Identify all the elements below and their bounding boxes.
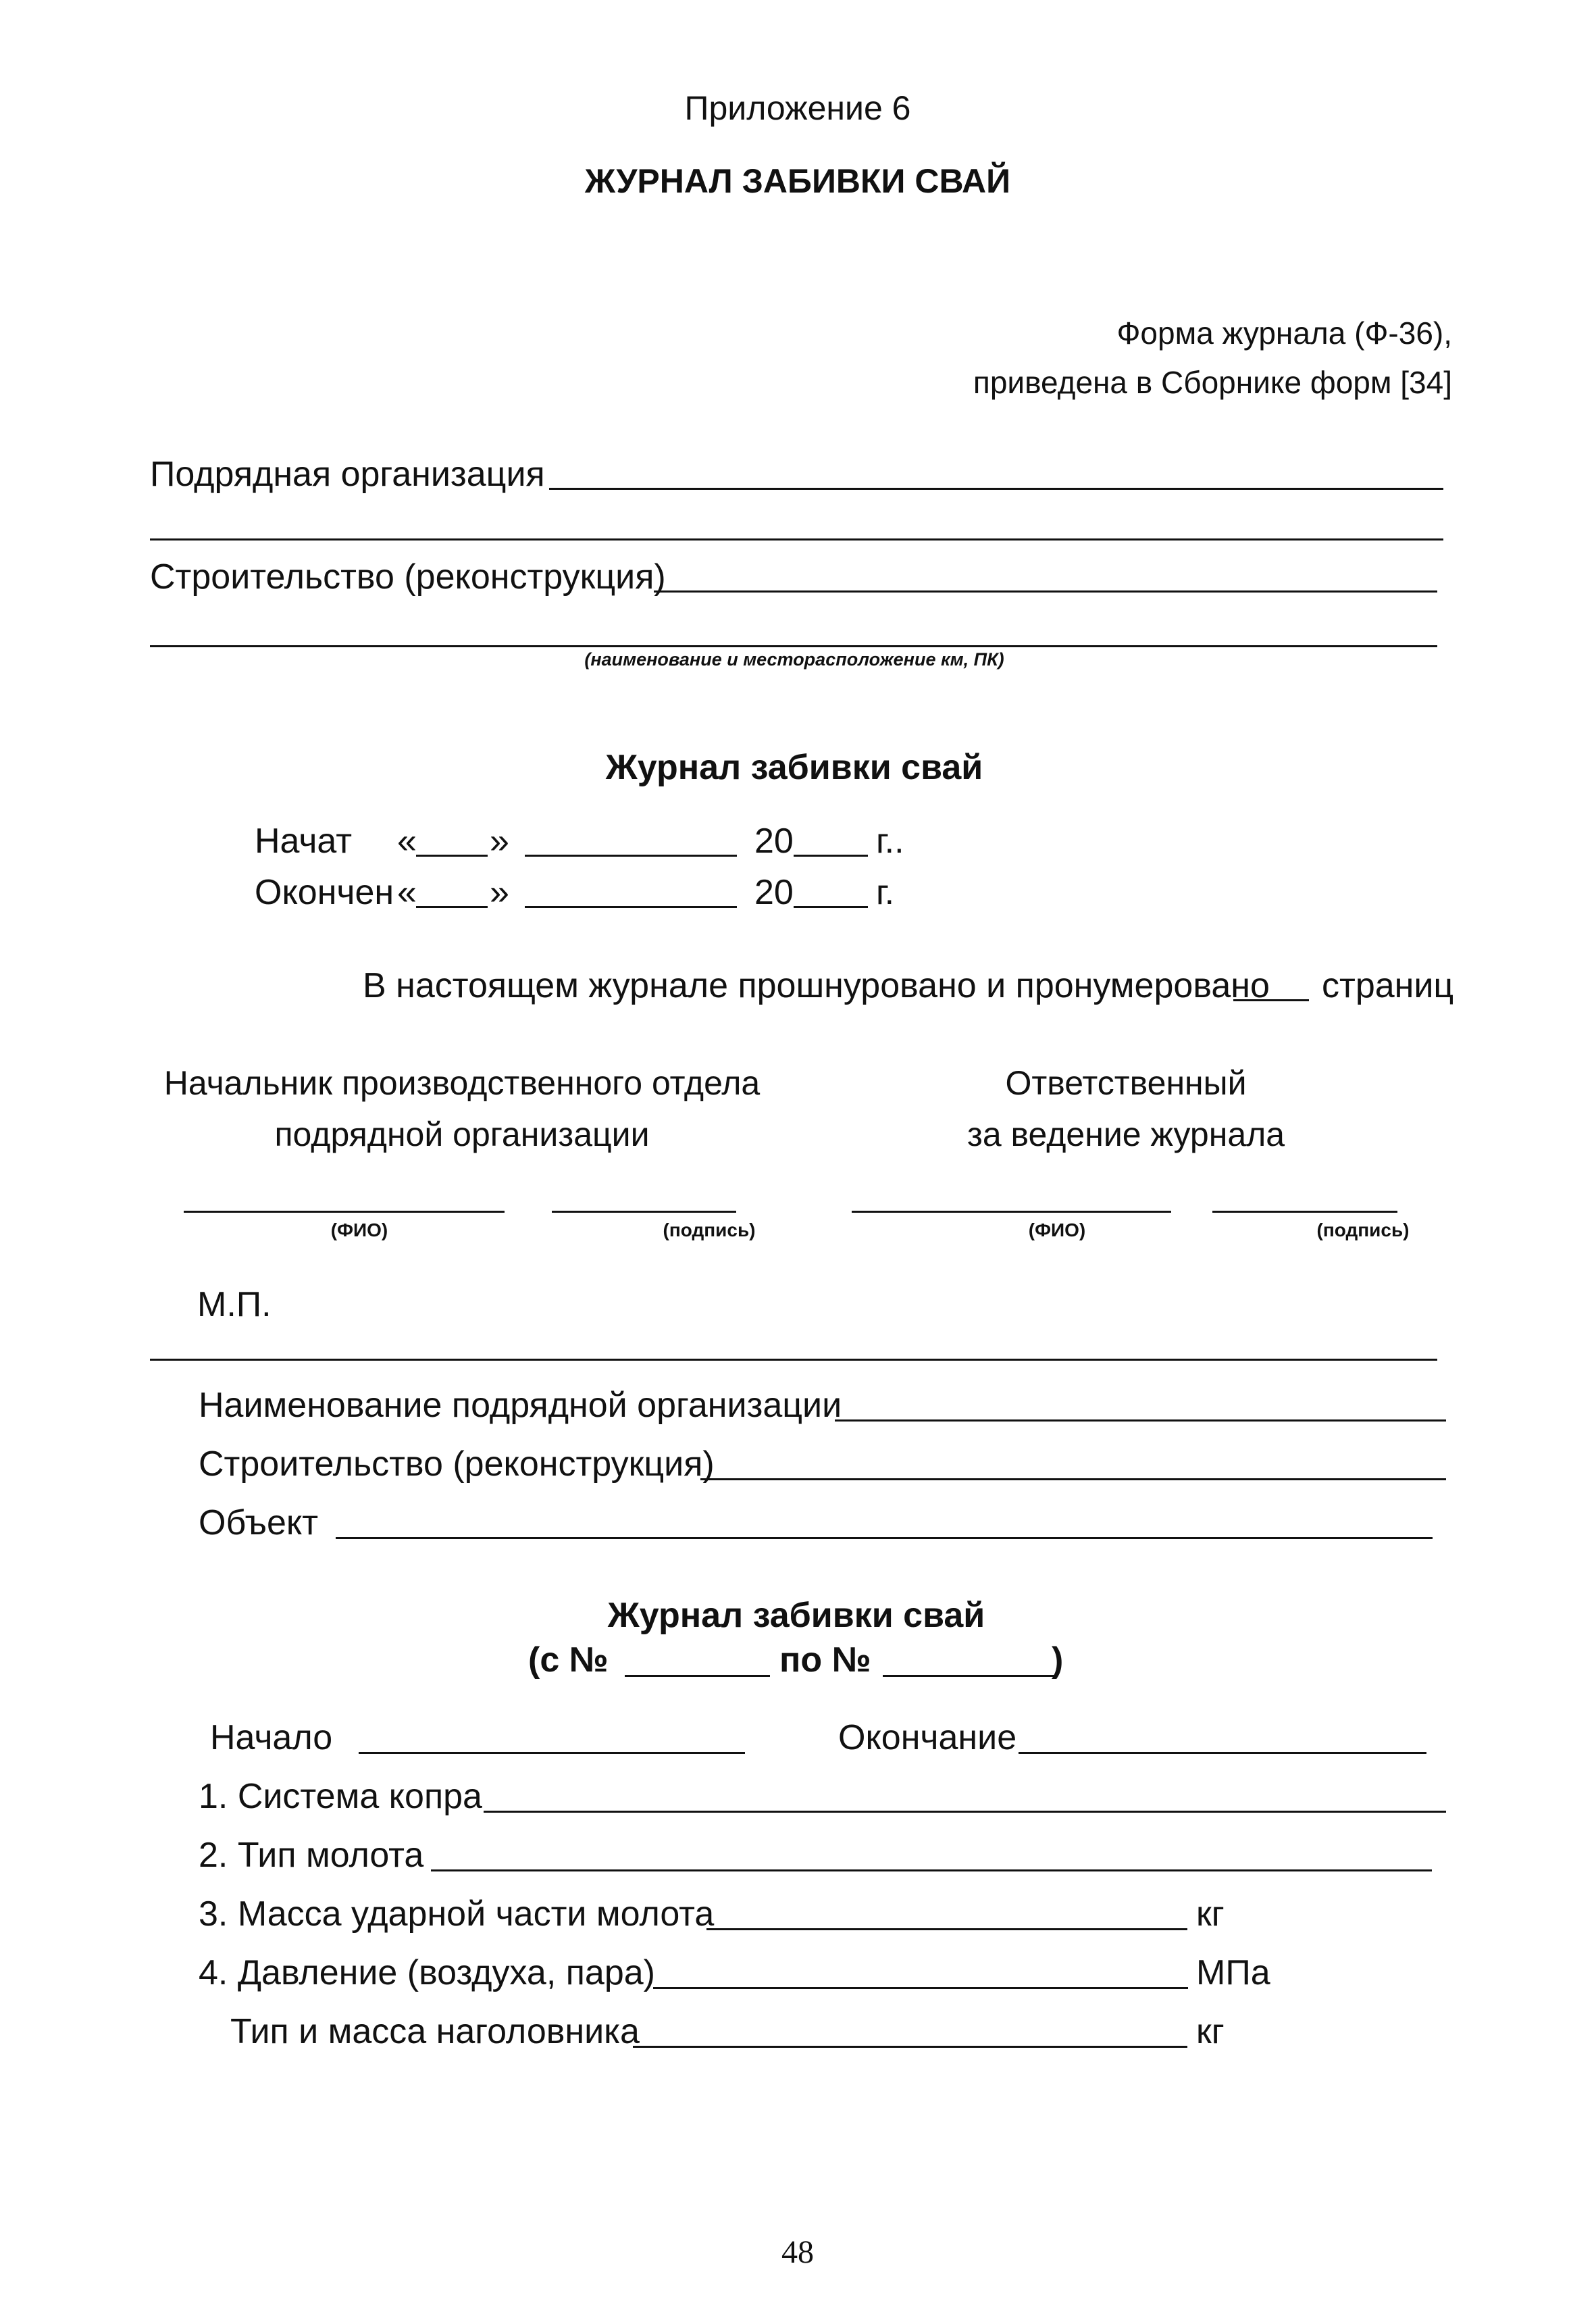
started-label: Начат xyxy=(255,822,353,861)
work-item-4-line[interactable] xyxy=(653,1987,1188,1989)
range-to-label: по № xyxy=(779,1640,871,1680)
contractor-label: Подрядная организация xyxy=(150,455,545,494)
pages-word: страниц xyxy=(1322,966,1454,1005)
start-line[interactable] xyxy=(359,1752,745,1754)
started-quote-open: « xyxy=(397,822,417,861)
appendix-label: Приложение 6 xyxy=(684,89,911,127)
section-divider xyxy=(150,1359,1437,1361)
left-fio-line[interactable] xyxy=(184,1211,505,1213)
work-item-5-label: Тип и масса наголовника xyxy=(230,2012,640,2051)
object-line[interactable] xyxy=(336,1537,1433,1539)
finished-year-prefix: 20 xyxy=(754,873,794,912)
range-close: ) xyxy=(1052,1640,1064,1680)
construction-label: Строительство (реконструкция) xyxy=(150,557,666,597)
details-construction-line[interactable] xyxy=(700,1478,1446,1480)
location-caption: (наименование и месторасположение км, ПК) xyxy=(584,649,1004,670)
work-item-2-label: 2. Тип молота xyxy=(199,1836,424,1875)
work-item-3-line[interactable] xyxy=(706,1928,1187,1930)
object-label: Объект xyxy=(199,1503,319,1542)
started-month-line[interactable] xyxy=(525,855,737,857)
left-fio-caption: (ФИО) xyxy=(330,1219,388,1240)
sign-right-line1: Ответственный xyxy=(1005,1064,1247,1102)
work-item-4-label: 4. Давление (воздуха, пара) xyxy=(199,1953,655,1992)
work-item-5-unit: кг xyxy=(1196,2012,1225,2051)
construction-field-line[interactable] xyxy=(654,590,1437,593)
sign-left-line1: Начальник производственного отдела xyxy=(163,1064,761,1102)
left-signature-line[interactable] xyxy=(552,1211,736,1213)
range-from-label: (с № xyxy=(528,1640,609,1680)
form-note-line1: Форма журнала (Ф-36), xyxy=(1116,316,1452,351)
form-note-line2: приведена в Сборнике форм [34] xyxy=(973,365,1452,400)
finished-year-line[interactable] xyxy=(794,906,868,908)
right-fio-line[interactable] xyxy=(852,1211,1171,1213)
work-item-3-unit: кг xyxy=(1196,1894,1225,1934)
second-title: Журнал забивки свай xyxy=(607,1596,985,1635)
left-signature-caption: (подпись) xyxy=(663,1219,756,1240)
started-suffix: г.. xyxy=(876,822,904,861)
work-item-1-line[interactable] xyxy=(484,1811,1446,1813)
work-item-1-label: 1. Система копра xyxy=(199,1777,482,1816)
started-quote-close: » xyxy=(490,822,509,861)
range-to-line[interactable] xyxy=(883,1675,1055,1677)
pages-count-line[interactable] xyxy=(1233,999,1309,1001)
stamp-label: М.П. xyxy=(197,1285,272,1324)
details-construction-label: Строительство (реконструкция) xyxy=(199,1444,715,1484)
finished-quote-open: « xyxy=(397,873,417,912)
construction-field-line-2[interactable] xyxy=(150,645,1437,647)
cover-title: Журнал забивки свай xyxy=(605,748,983,787)
work-item-3-label: 3. Масса ударной части молота xyxy=(199,1894,715,1934)
org-name-line[interactable] xyxy=(835,1419,1446,1422)
finished-suffix: г. xyxy=(876,873,895,912)
end-label: Окончание xyxy=(838,1718,1017,1757)
main-title: ЖУРНАЛ ЗАБИВКИ СВАЙ xyxy=(584,162,1011,200)
end-line[interactable] xyxy=(1019,1752,1426,1754)
started-year-prefix: 20 xyxy=(754,822,794,861)
right-signature-caption: (подпись) xyxy=(1316,1219,1410,1240)
work-item-4-unit: МПа xyxy=(1196,1953,1270,1992)
page-number: 48 xyxy=(781,2234,814,2270)
pages-text: В настоящем журнале прошнуровано и пронумеровано xyxy=(363,966,1270,1005)
sign-right-line2: за ведение журнала xyxy=(967,1115,1285,1153)
work-item-5-line[interactable] xyxy=(633,2046,1187,2048)
contractor-field-line[interactable] xyxy=(549,488,1443,490)
contractor-field-line-2[interactable] xyxy=(150,538,1443,540)
started-day-line[interactable] xyxy=(416,855,488,857)
work-item-2-line[interactable] xyxy=(431,1869,1432,1871)
range-from-line[interactable] xyxy=(625,1675,770,1677)
sign-left-line2: подрядной организации xyxy=(274,1115,650,1153)
start-label: Начало xyxy=(210,1718,333,1757)
started-year-line[interactable] xyxy=(794,855,868,857)
org-name-label: Наименование подрядной организации xyxy=(199,1386,842,1425)
right-fio-caption: (ФИО) xyxy=(1028,1219,1086,1240)
right-signature-line[interactable] xyxy=(1212,1211,1397,1213)
finished-month-line[interactable] xyxy=(525,906,737,908)
finished-quote-close: » xyxy=(490,873,509,912)
finished-day-line[interactable] xyxy=(416,906,488,908)
finished-label: Окончен xyxy=(255,873,394,912)
